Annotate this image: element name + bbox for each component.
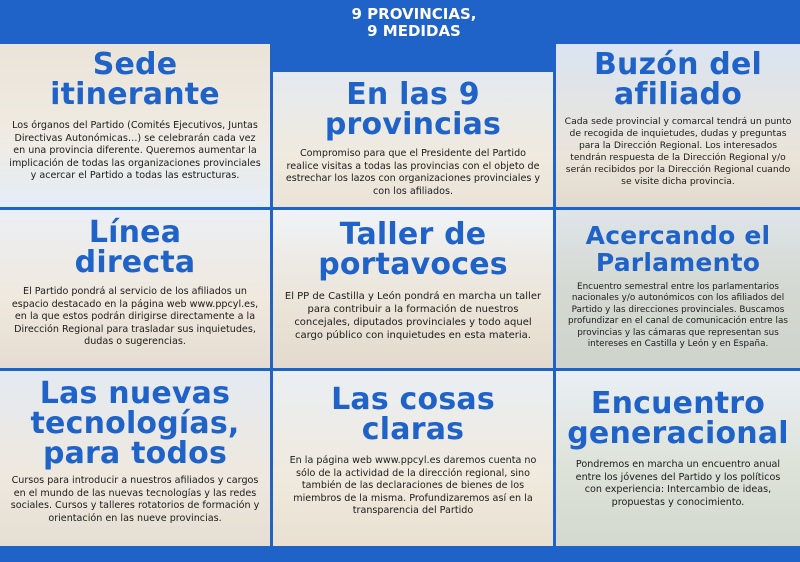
measure-description: El Partido pondrá al servicio de los afiliados un espacio destacado en la página web www.ppcyl.es, en la que estos podrán dirigirse directamente a la Dirección Regional para trasladar sus inquietudes, dudas o sugerencias. [11,286,259,348]
measure-title: En las 9 provincias [324,77,502,142]
measure-title: Las nuevas tecnologías, para todos [30,376,240,471]
measure-description: Compromiso para que el Presidente del Partido realice visitas a todas las provincias con el objeto de estrechar los lazos con organizaciones provinciales y con los afiliados. [285,148,541,197]
measure-description: Encuentro semestral entre los parlamentarios nacionales y/o autonómicos con los afiliados del Partido y las direcciones provinciales. Buscamos profundizar en el canal de comunicación entre las provincias y las cámaras que representan sus intereses en Castilla y León y en España. [568,282,788,350]
measure-title: Acercando el Parlamento [585,221,771,277]
measure-description: Los órganos del Partido (Comités Ejecutivos, Juntas Directivas Autonómicas…) se celebrarán cada vez en una provincia diferente. Queremos aumentar la implicación de todas las organizaciones provinciales y acercar el Partido a todas las estructuras. [9,120,261,182]
measure-title: Buzón del afiliado [593,47,762,112]
measure-description: Cada sede provincial y comarcal tendrá un punto de recogida de inquietudes, dudas y preguntas para la Dirección Regional. Los interesados tendrán respuesta de la Dirección Regional y/o serán recibidos por la Dirección Regional cuando se visite dicha provincia. [564,116,792,187]
header-banner [0,0,800,44]
page-title-line-1: 9 PROVINCIAS, [351,5,477,23]
measure-card-en-las-9-provincias [273,72,553,207]
measure-title: Encuentro generacional [567,386,789,451]
measures-grid [0,44,800,546]
footer-bar [0,546,800,562]
measure-card-encuentro-generacional [556,371,800,546]
measure-title: Línea directa [74,215,196,280]
measure-title: Taller de portavoces [318,217,508,282]
measure-title: Sede itinerante [50,47,220,112]
measure-title: Las cosas claras [331,382,495,447]
measure-card-nuevas-tecnologias [0,371,270,546]
measure-card-buzon-del-afiliado [556,44,800,207]
measure-card-taller-de-portavoces [273,210,553,368]
page-title [272,6,556,40]
measure-description: En la página web www.ppcyl.es daremos cuenta no sólo de la actividad de la dirección regional, sino también de las declaraciones de bienes de los miembros de la misma. Profundizaremos así en la transparencia del Partido [289,455,537,517]
measure-card-las-cosas-claras [273,371,553,546]
page-title-line-2: 9 MEDIDAS [367,22,461,40]
measure-description: El PP de Castilla y León pondrá en marcha un taller para contribuir a la formación de nuestros concejales, diputados provinciales y todo aquel cargo público con inquietudes en esta materia. [284,291,542,341]
measure-card-linea-directa [0,210,270,368]
measure-description: Cursos para introducir a nuestros afiliados y cargos en el mundo de las nuevas tecnologías y las redes sociales. Cursos y talleres rotatorios de formación y orientación en las nueve provincias. [10,475,260,524]
measure-description: Pondremos en marcha un encuentro anual entre los jóvenes del Partido y los políticos con experiencia: Intercambio de ideas, propuestas y conocimiento. [575,459,781,508]
measure-card-sede-itinerante [0,44,270,207]
measure-card-acercando-el-parlamento [556,210,800,368]
